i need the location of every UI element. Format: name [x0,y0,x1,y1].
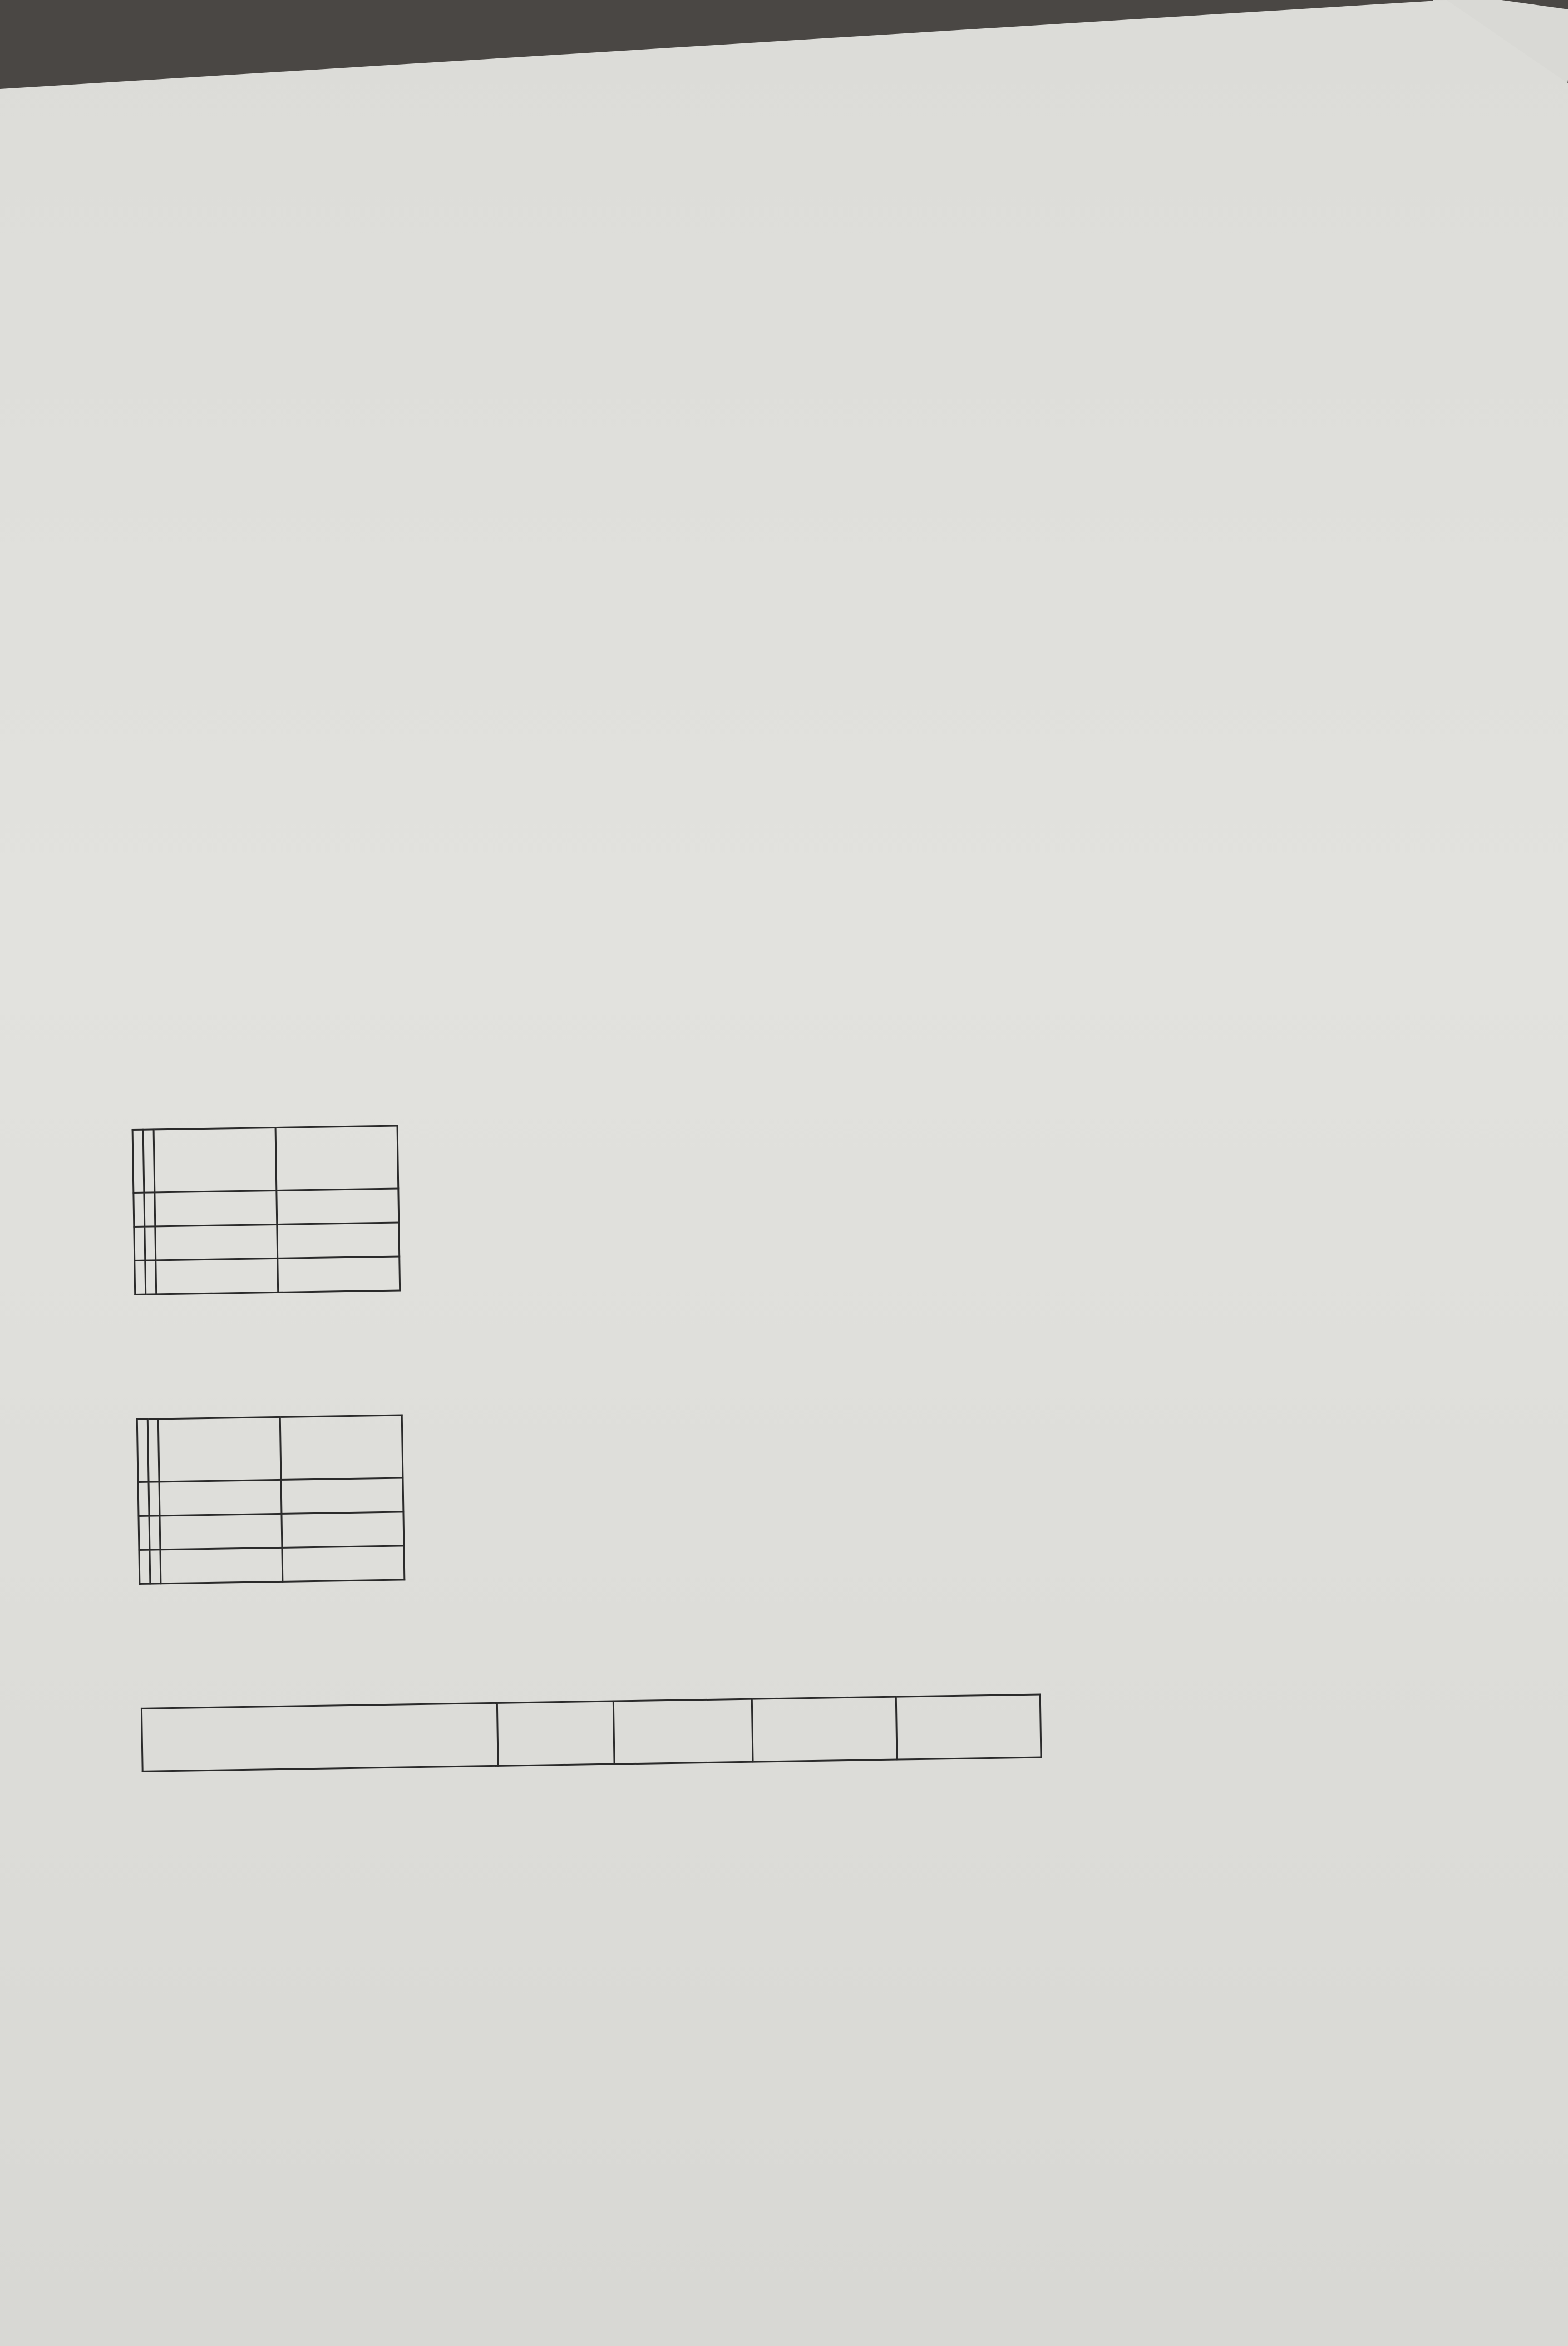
urine-header-date2 [896,1694,1041,1759]
urine-header-norm [613,1699,753,1764]
edta-header-name [132,1130,144,1192]
citrate-header-unit [147,1419,159,1482]
urine-header-unit [497,1701,614,1766]
cell-unit [144,1192,155,1226]
edta-section [132,1125,401,1295]
table-row [134,1189,399,1226]
cell-value [282,1546,405,1581]
cell-value [277,1223,400,1258]
citrate-section [136,1414,406,1584]
citrate-header-name [137,1419,149,1482]
cell-name [139,1550,150,1584]
cell-name [134,1192,145,1226]
cbc-table [89,0,1230,11]
cell-value [277,1189,399,1224]
citrate-table [136,1414,406,1584]
urine-header-name [141,1703,498,1771]
cell-name [134,1226,145,1260]
cell-name [139,1516,150,1550]
urine-header-date1 [752,1697,897,1762]
urine-section [141,1694,1042,1772]
report-content [89,0,1313,11]
edta-header-date [275,1126,398,1190]
cell-norm [159,1480,282,1515]
cell-norm [155,1224,278,1260]
cell-name [135,1260,146,1294]
cell-name [138,1482,149,1516]
table-row [138,1478,403,1516]
cell-norm [156,1258,278,1294]
cell-unit [145,1260,156,1294]
cell-norm [160,1547,283,1583]
citrate-header-norm [158,1417,281,1481]
edta-header-unit [143,1130,155,1192]
cell-unit [145,1226,156,1260]
edta-table [132,1125,401,1295]
table-row [134,1223,400,1260]
cell-unit [150,1550,161,1584]
cell-unit [149,1482,160,1516]
table-row [139,1546,405,1584]
cell-value [282,1512,404,1547]
cell-norm [155,1190,277,1226]
table-row [135,1256,400,1294]
edta-header-norm [154,1127,277,1192]
citrate-header-date [280,1415,403,1480]
cell-value [278,1256,400,1292]
urine-table [141,1694,1042,1772]
cell-norm [160,1514,282,1549]
table-row [139,1512,404,1550]
cell-unit [149,1516,160,1550]
cell-value [281,1478,403,1514]
